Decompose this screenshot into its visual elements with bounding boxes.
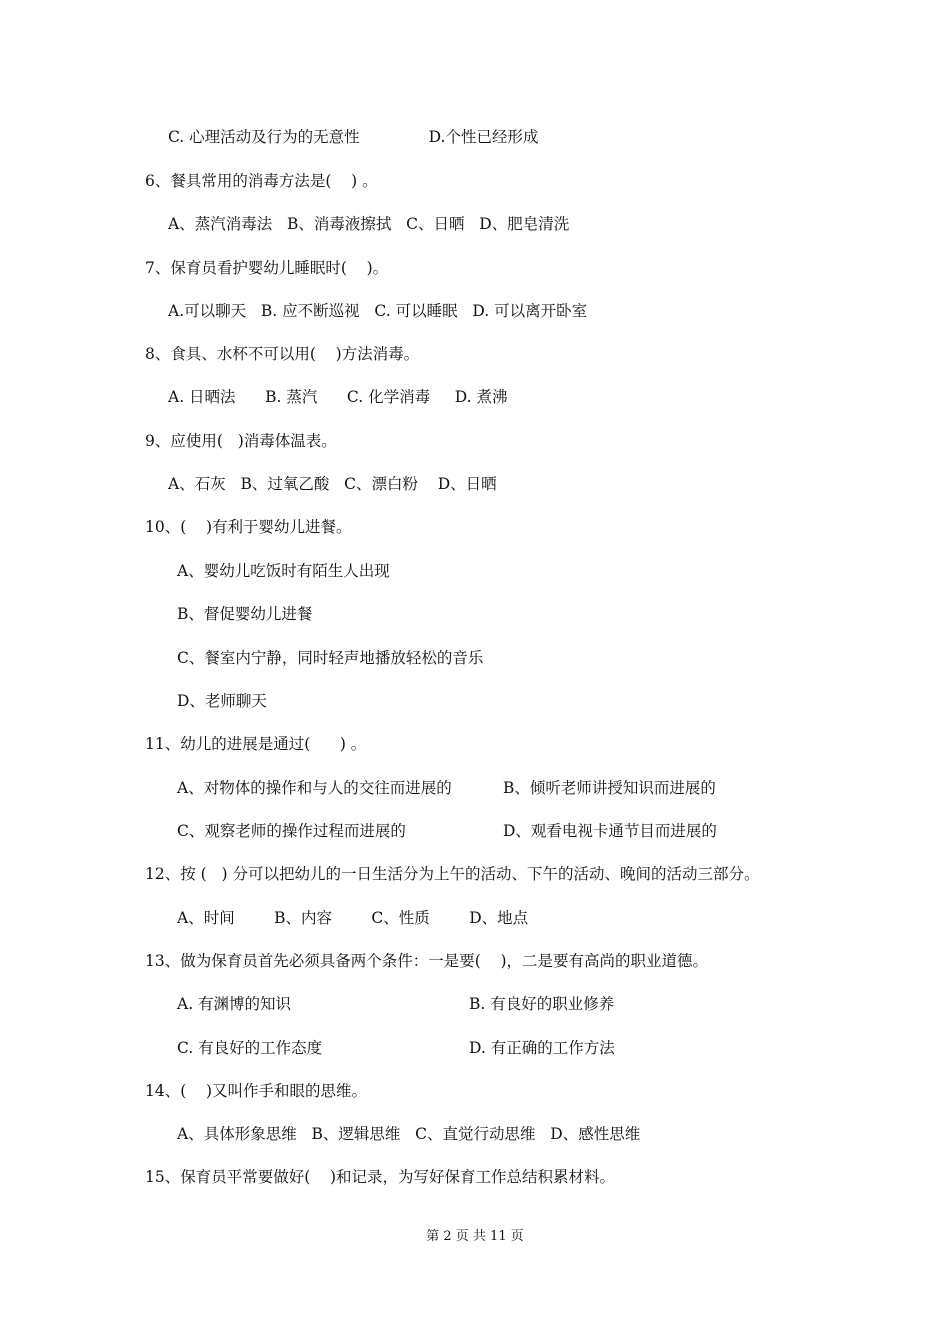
q10-option-a: A、婴幼儿吃饭时有陌生人出现: [177, 562, 390, 580]
q13-option-c: C. 有良好的工作态度: [177, 1039, 323, 1057]
q7-options: A.可以聊天 B. 应不断巡视 C. 可以睡眠 D. 可以离开卧室: [168, 302, 588, 320]
q11-option-a: A、对物体的操作和与人的交往而进展的: [177, 779, 452, 797]
q15-question: 15、保育员平常要做好( )和记录，为写好保育工作总结积累材料。: [145, 1168, 616, 1186]
q13-option-a: A. 有渊博的知识: [177, 995, 292, 1013]
q9-question: 9、应使用( )消毒体温表。: [145, 432, 337, 450]
q6-options: A、蒸汽消毒法 B、消毒液擦拭 C、日晒 D、肥皂清洗: [168, 215, 570, 233]
q8-options: A. 日晒法 B. 蒸汽 C. 化学消毒 D. 煮沸: [168, 388, 508, 406]
q14-options: A、具体形象思维 B、逻辑思维 C、直觉行动思维 D、感性思维: [177, 1125, 641, 1143]
q12-options: A、时间 B、内容 C、性质 D、地点: [177, 909, 529, 927]
q11-option-b: B、倾听老师讲授知识而进展的: [503, 779, 716, 797]
q12-question: 12、按 ( ) 分可以把幼儿的一日生活分为上午的活动、下午的活动、晚间的活动三部分。: [145, 865, 760, 883]
q10-option-c: C、餐室内宁静，同时轻声地播放轻松的音乐: [177, 649, 484, 667]
q8-question: 8、食具、水杯不可以用( )方法消毒。: [145, 345, 420, 363]
q11-question: 11、幼儿的进展是通过( ) 。: [145, 735, 367, 753]
q13-question: 13、做为保育员首先必须具备两个条件：一是要( )，二是要有高尚的职业道德。: [145, 952, 709, 970]
q13-option-b: B. 有良好的职业修养: [469, 995, 615, 1013]
q14-question: 14、( )又叫作手和眼的思维。: [145, 1082, 368, 1100]
q9-options: A、石灰 B、过氧乙酸 C、漂白粉 D、日晒: [168, 475, 497, 493]
q5-options-cd: C. 心理活动及行为的无意性 D.个性已经形成: [168, 128, 539, 146]
q10-option-d: D、老师聊天: [177, 692, 267, 710]
q11-option-c: C、观察老师的操作过程而进展的: [177, 822, 406, 840]
q10-question: 10、( )有利于婴幼儿进餐。: [145, 518, 352, 536]
q13-option-d: D. 有正确的工作方法: [469, 1039, 615, 1057]
q6-question: 6、餐具常用的消毒方法是( ) 。: [145, 172, 378, 190]
q11-option-d: D、观看电视卡通节目而进展的: [503, 822, 717, 840]
q10-option-b: B、督促婴幼儿进餐: [177, 605, 313, 623]
page-footer: 第 2 页 共 11 页: [426, 1229, 524, 1244]
q7-question: 7、保育员看护婴幼儿睡眠时( )。: [145, 259, 389, 277]
